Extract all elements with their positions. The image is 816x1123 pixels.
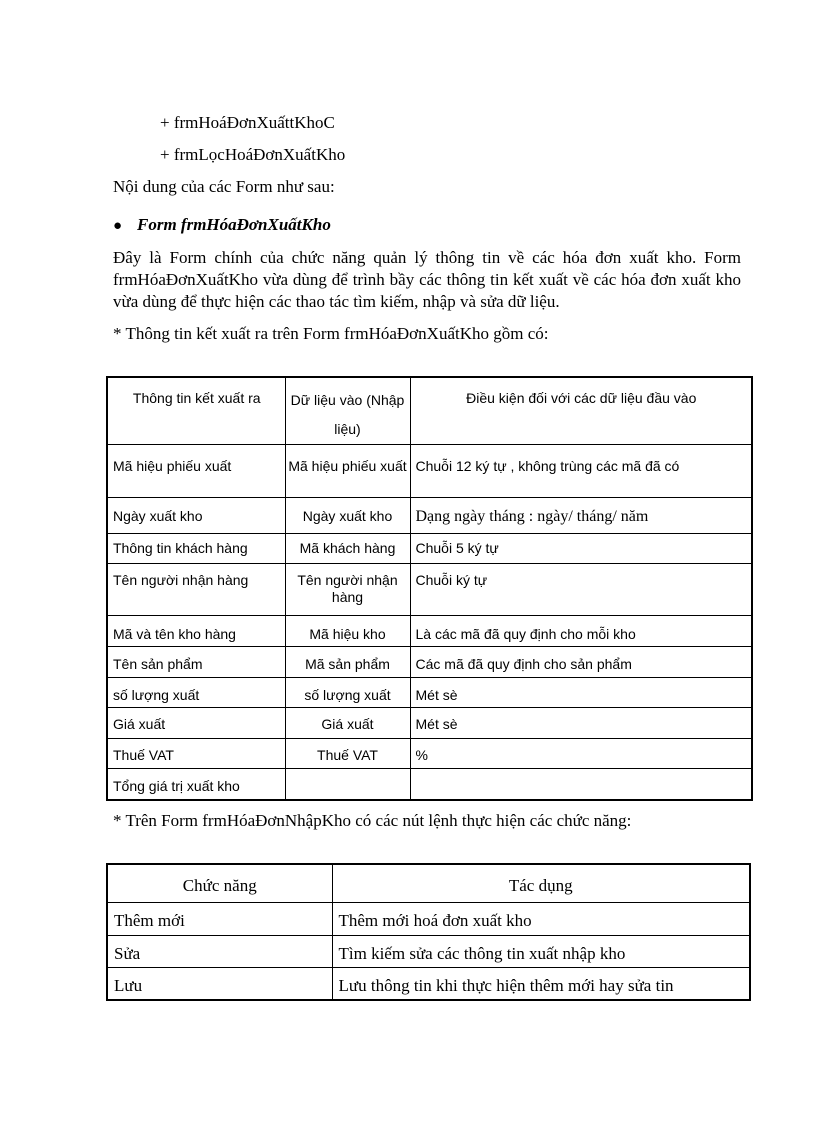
- table1-caption: * Thông tin kết xuất ra trên Form frmHóaĐơnXuấtKho gồm có:: [113, 324, 549, 343]
- table-row: [107, 647, 752, 678]
- table-cell: Tên người nhận hàng: [285, 564, 410, 616]
- forms-intro-text: Nội dung của các Form như sau:: [113, 177, 335, 196]
- button-functions-table: [106, 863, 751, 1001]
- table-cell: Giá xuất: [285, 708, 410, 739]
- table-cell: [285, 769, 410, 800]
- table-row: [107, 739, 752, 769]
- table-row: [107, 678, 752, 708]
- table-cell: %: [410, 739, 752, 769]
- table-cell: Ngày xuất kho: [285, 498, 410, 534]
- table-cell: Tìm kiếm sửa các thông tin xuất nhập kho: [332, 935, 750, 967]
- table2-caption: * Trên Form frmHóaĐơnNhậpKho có các nút lệnh thực hiện các chức năng:: [113, 811, 632, 830]
- table-row: [107, 967, 750, 1000]
- table-row: [107, 769, 752, 800]
- column-header: Thông tin kết xuất ra: [107, 377, 285, 445]
- table-cell: Thêm mới: [107, 902, 332, 935]
- table-cell: Các mã đã quy định cho sản phẩm: [410, 647, 752, 678]
- table-row: [107, 445, 752, 498]
- table-cell: Dạng ngày tháng : ngày/ tháng/ năm: [410, 498, 752, 534]
- table-cell: Lưu: [107, 967, 332, 1000]
- table-cell: Lưu thông tin khi thực hiện thêm mới hay sửa tin: [332, 967, 750, 1000]
- table-cell: số lượng xuất: [107, 678, 285, 708]
- column-header: Chức năng: [107, 864, 332, 902]
- section-bullet-heading: [113, 214, 331, 237]
- table-row: [107, 616, 752, 647]
- form-list-item: + frmHoáĐơnXuấttKhoC: [160, 113, 335, 132]
- table-row: [107, 534, 752, 564]
- table-cell: Mã và tên kho hàng: [107, 616, 285, 647]
- section-description: Đây là Form chính của chức năng quản lý thông tin về các hóa đơn xuất kho. Form frmHóaĐơnXuấtKho vừa dùng để trình bầy các thông tin kết xuất về các hóa đơn xuất kho vừa dùng để thực hiện các thao tác tìm kiếm, nhập và sửa dữ liệu.: [113, 248, 741, 311]
- column-header: Điều kiện đối với các dữ liệu đầu vào: [410, 377, 752, 445]
- output-info-table: [106, 376, 753, 801]
- table-cell: Là các mã đã quy định cho mỗi kho: [410, 616, 752, 647]
- table-row: [107, 935, 750, 967]
- table-cell: Chuỗi 5 ký tự: [410, 534, 752, 564]
- table-cell: Mã hiệu kho: [285, 616, 410, 647]
- column-header: Tác dụng: [332, 864, 750, 902]
- table-cell: Thêm mới hoá đơn xuất kho: [332, 902, 750, 935]
- bullet-icon: ●: [113, 218, 123, 234]
- table-cell: Mã hiệu phiếu xuất: [107, 445, 285, 498]
- table-row: [107, 708, 752, 739]
- table-cell: Sửa: [107, 935, 332, 967]
- table-cell: Tên người nhận hàng: [107, 564, 285, 616]
- table-cell: số lượng xuất: [285, 678, 410, 708]
- table-cell: Chuỗi 12 ký tự , không trùng các mã đã có: [410, 445, 752, 498]
- form-list-item: + frmLọcHoáĐơnXuấtKho: [160, 145, 346, 164]
- table-row: [107, 564, 752, 616]
- table-cell: Chuỗi ký tự: [410, 564, 752, 616]
- table-cell: Tên sản phẩm: [107, 647, 285, 678]
- table-cell: [410, 769, 752, 800]
- table-cell: Mét sè: [410, 708, 752, 739]
- table-cell: Ngày xuất kho: [107, 498, 285, 534]
- table-cell: Tổng giá trị xuất kho: [107, 769, 285, 800]
- table-cell: Giá xuất: [107, 708, 285, 739]
- table-cell: Thuế VAT: [107, 739, 285, 769]
- table-cell: Mã khách hàng: [285, 534, 410, 564]
- table-header-row: [107, 864, 750, 902]
- table-row: [107, 498, 752, 534]
- table-cell: Thông tin khách hàng: [107, 534, 285, 564]
- table-cell: Mã sản phẩm: [285, 647, 410, 678]
- column-header: Dữ liệu vào (Nhập liệu): [285, 377, 410, 445]
- section-title: Form frmHóaĐơnXuấtKho: [137, 215, 331, 234]
- table-header-row: [107, 377, 752, 445]
- table-cell: Thuế VAT: [285, 739, 410, 769]
- table-cell: Mã hiệu phiếu xuất: [285, 445, 410, 498]
- table-row: [107, 902, 750, 935]
- table-cell: Mét sè: [410, 678, 752, 708]
